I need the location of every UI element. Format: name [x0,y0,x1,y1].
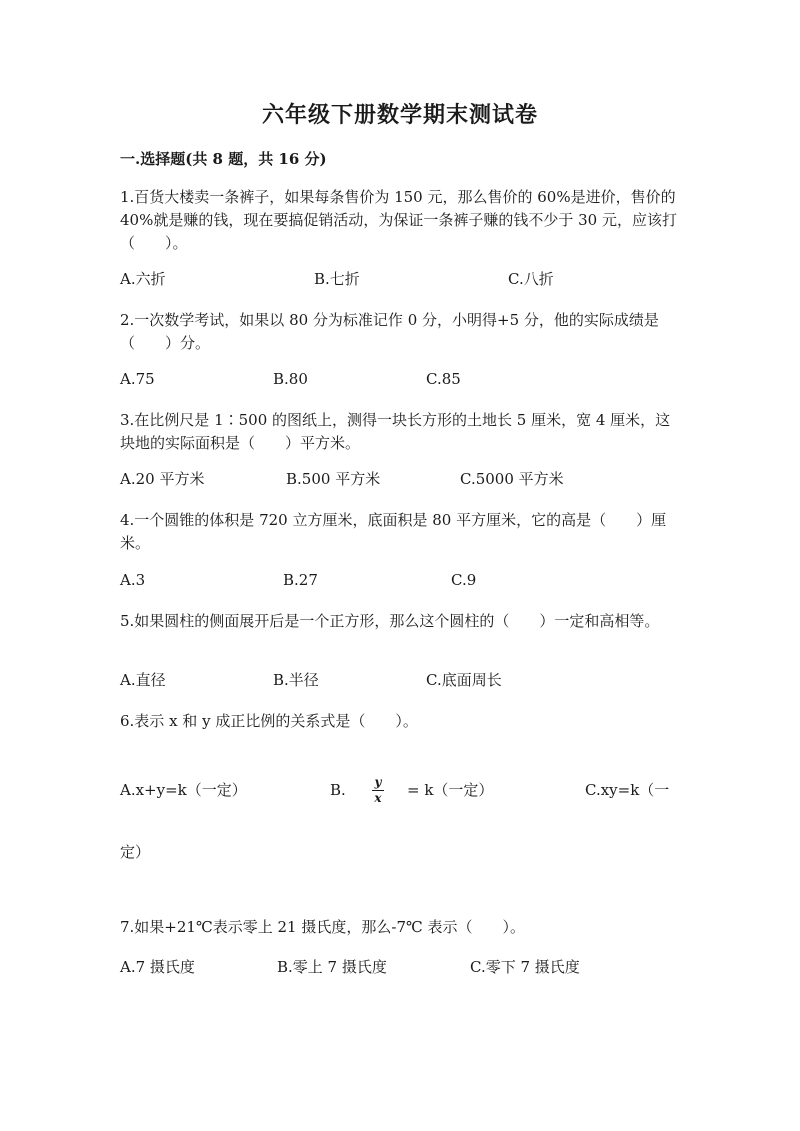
question-3-text: 3.在比例尺是 1∶500 的图纸上，测得一块长方形的土地长 5 厘米，宽 4 厘米，这块地的实际面积是（ ）平方米。 [120,411,671,452]
question-5-option-a: A.直径 [120,671,166,689]
question-3-option-b: B.500 平方米 [286,470,381,488]
question-5-text: 5.如果圆柱的侧面展开后是一个正方形，那么这个圆柱的（ ）一定和高相等。 [120,612,660,630]
question-3-option-a: A.20 平方米 [120,470,205,488]
fraction-numerator: y [374,775,382,789]
question-4-option-c: C.9 [451,571,477,589]
section-title: 一.选择题(共 8 题，共 16 分) [120,150,327,168]
question-7-text: 7.如果+21℃表示零上 21 摄氏度，那么-7℃ 表示（ ）。 [120,918,526,936]
question-3-option-c: C.5000 平方米 [460,470,564,488]
question-6-option-c-continued: 定） [120,843,151,861]
question-5-option-c: C.底面周长 [426,671,502,689]
question-6-text: 6.表示 x 和 y 成正比例的关系式是（ ）。 [120,712,418,730]
question-1-option-b: B.七折 [314,270,360,288]
question-6-option-b-fraction [370,776,386,805]
question-4-option-b: B.27 [283,571,318,589]
question-6-option-c: C.xy=k（一 [585,781,670,799]
page-title: 六年级下册数学期末测试卷 [261,102,538,128]
question-6-option-a: A.x+y=k（一定） [120,781,247,799]
question-6-option-b-suffix: = k（一定） [407,781,494,799]
question-1-text: 1.百货大楼卖一条裤子，如果每条售价为 150 元，那么售价的 60%是进价，售价的 40%就是赚的钱，现在要搞促销活动，为保证一条裤子赚的钱不少于 30 元，应该打（ ）。 [120,188,677,252]
question-5-option-b: B.半径 [273,671,319,689]
fraction-denominator: x [374,791,382,805]
question-1-option-a: A.六折 [120,270,166,288]
question-7-option-a: A.7 摄氏度 [120,958,195,976]
question-2-text: 2.一次数学考试，如果以 80 分为标准记作 0 分，小明得+5 分，他的实际成绩是（ ）分。 [120,311,659,352]
question-4-option-a: A.3 [120,571,146,589]
question-4-text: 4.一个圆锥的体积是 720 立方厘米，底面积是 80 平方厘米，它的高是（ ）厘米。 [120,511,667,552]
question-2-option-b: B.80 [273,370,308,388]
question-2-option-c: C.85 [426,370,461,388]
question-7-option-b: B.零上 7 摄氏度 [277,958,387,976]
question-7-option-c: C.零下 7 摄氏度 [470,958,580,976]
question-2-option-a: A.75 [120,370,155,388]
question-6-option-b: B. [330,781,346,799]
question-1-option-c: C.八折 [508,270,554,288]
